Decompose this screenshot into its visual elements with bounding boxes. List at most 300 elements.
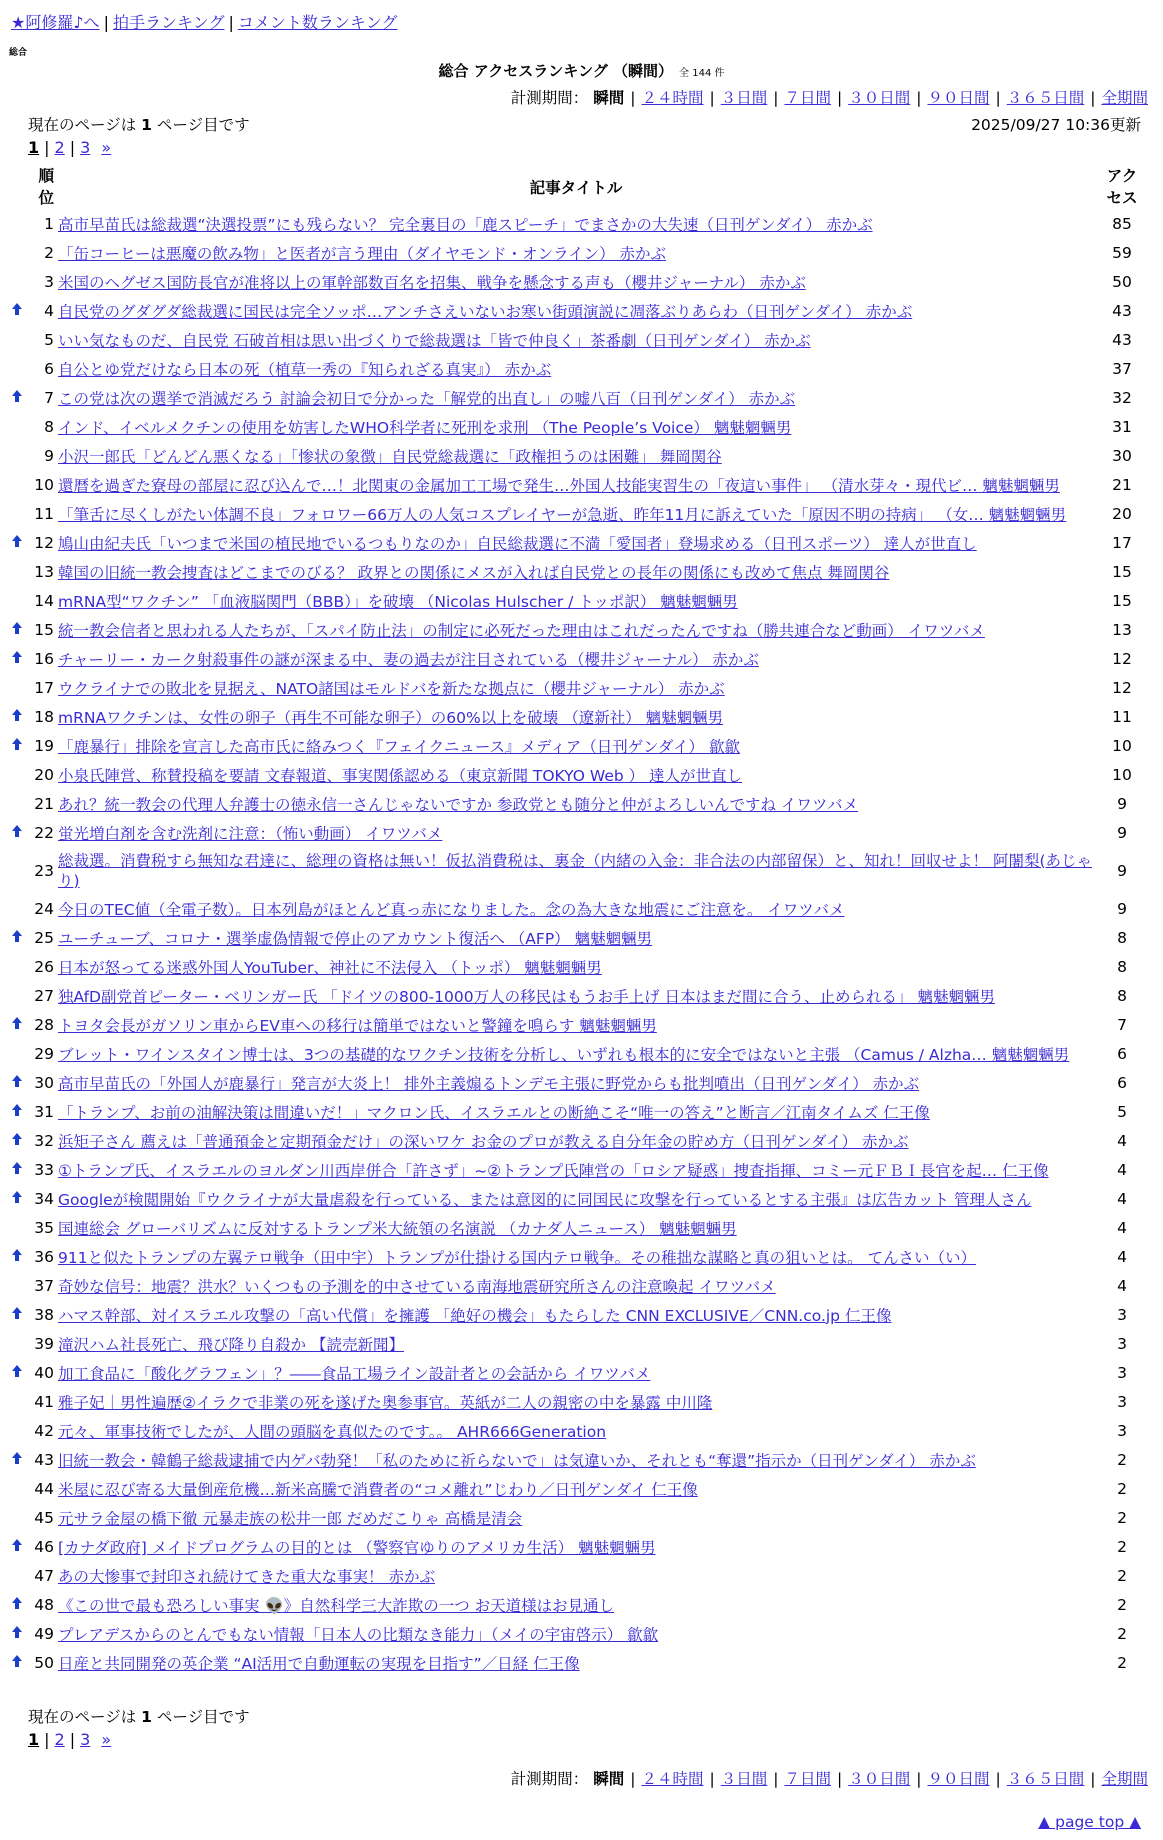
article-link[interactable]: ①トランプ氏、イスラエルのヨルダン川西岸併合「許さず」~②トランプ氏陣営の「ロシア疑惑」捜査指揮、コミー元ＦＢＩ長官を起… 仁王像: [58, 1161, 1049, 1180]
article-link[interactable]: 加工食品に「酸化グラフェン」？――食品工場ライン設計者との会話から イワツバメ: [58, 1364, 651, 1383]
total-count: 全 144 件: [679, 68, 725, 79]
rank-number: 45: [34, 1508, 55, 1527]
rank-change: [10, 923, 28, 952]
col-rank-label: 順 位: [38, 167, 55, 207]
rank-number: 25: [34, 928, 55, 947]
page-info-bottom: 現在のページは 1 ページ目です: [28, 1708, 250, 1726]
article-title-cell: [58, 818, 1094, 847]
up-arrow-icon: [10, 824, 24, 842]
article-link[interactable]: 滝沢ハム社長死亡、飛び降り自殺か 【読売新聞】: [58, 1335, 404, 1354]
table-row: [10, 1474, 1150, 1503]
up-arrow-icon: [10, 1451, 24, 1469]
article-title-cell: [58, 1184, 1094, 1213]
table-row: [10, 383, 1150, 412]
article-title-cell: [58, 702, 1094, 731]
up-arrow-icon: [10, 1016, 24, 1034]
period-selector-top: 計測期間： 瞬間 | ２４時間 | ３日間 | ７日間 | ３０日間 | ９０日間 | ３６５日間 | 全期間: [510, 89, 1148, 107]
article-link[interactable]: 米国のヘグゼス国防長官が准将以上の軍幹部数百名を招集、戦争を懸念する声も（櫻井ジャーナル） 赤かぶ: [58, 273, 806, 292]
rank-change: [10, 894, 28, 923]
up-arrow-icon: [10, 1190, 24, 1208]
article-link[interactable]: 高市早苗氏の「外国人が鹿暴行」発言が大炎上！ 排外主義煽るトンデモ主張に野党からも批判噴出（日刊ゲンダイ） 赤かぶ: [58, 1074, 920, 1093]
table-row: [10, 1619, 1150, 1648]
access-count: 8: [1117, 957, 1127, 976]
col-access-header: [1094, 165, 1150, 209]
table-row: [10, 557, 1150, 586]
table-row: [10, 209, 1150, 238]
access-count: 30: [1112, 446, 1132, 465]
rank-number: 18: [34, 707, 55, 726]
rank-change: [10, 1155, 28, 1184]
rank-change: [10, 702, 28, 731]
rank-number: 19: [34, 736, 55, 755]
rank-change: [10, 325, 28, 354]
access-count: 2: [1117, 1537, 1127, 1556]
table-row: [10, 702, 1150, 731]
access-count: 6: [1117, 1044, 1127, 1063]
rank-number: 2: [44, 243, 55, 262]
article-title-cell: [58, 894, 1094, 923]
rank-number: 24: [34, 899, 55, 918]
rank-change: [10, 557, 28, 586]
table-row: [10, 1097, 1150, 1126]
rank-change: [10, 818, 28, 847]
table-row: [10, 847, 1150, 894]
rank-number: 12: [34, 533, 55, 552]
access-count: 4: [1117, 1247, 1127, 1266]
article-link[interactable]: 「鹿暴行」排除を宣言した高市氏に絡みつく『フェイクニュース』メディア（日刊ゲンダイ） 歙歙: [58, 737, 740, 756]
pager-page-3-bottom[interactable]: 3: [80, 1730, 91, 1749]
comment-ranking-link[interactable]: コメント数ランキング: [237, 13, 398, 32]
rank-change: [10, 1126, 28, 1155]
rank-number: 36: [34, 1247, 55, 1266]
table-row: [10, 644, 1150, 673]
up-arrow-icon: [10, 389, 24, 407]
rank-number: 41: [34, 1392, 55, 1411]
rank-change: [10, 1010, 28, 1039]
access-count: 3: [1117, 1334, 1127, 1353]
pager-current-top: 1: [28, 138, 40, 157]
article-link[interactable]: プレアデスからのとんでもない情報「日本人の比類なき能力」（メイの宇宙啓示） 歙歙: [58, 1625, 659, 1644]
rank-change: [10, 644, 28, 673]
col-rank-header: [10, 165, 58, 209]
table-row: [10, 673, 1150, 702]
table-row: [10, 1068, 1150, 1097]
rank-change: [10, 296, 28, 325]
article-link[interactable]: いい気なものだ、自民党 石破首相は思い出づくりで総裁選は「皆で仲良く」茶番劇（日刊ゲンダイ） 赤かぶ: [58, 331, 811, 350]
rank-number: 40: [34, 1363, 55, 1382]
table-row: [10, 1503, 1150, 1532]
rank-change: [10, 847, 28, 894]
article-title-cell: [58, 789, 1094, 818]
pager-top: 1 | 2 | 3 »: [28, 138, 112, 157]
article-link[interactable]: 総裁選。消費税すら無知な君達に、総理の資格は無い！仮払消費税は、裏金（内緒の入金：非合法の内部留保）と、知れ！回収せよ！ 阿闍梨(あじゃり): [58, 851, 1092, 890]
article-link[interactable]: 米屋に忍び寄る大量倒産危機…新米高騰で消費者の“コメ離れ”じわり／日刊ゲンダイ 仁王像: [58, 1480, 698, 1499]
access-count: 2: [1117, 1566, 1127, 1585]
article-title-cell: [58, 847, 1094, 894]
period-option-6-top[interactable]: 全期間: [1101, 89, 1148, 107]
period-option-0-top[interactable]: ２４時間: [641, 89, 704, 107]
access-count: 4: [1117, 1276, 1127, 1295]
rank-number: 48: [34, 1595, 55, 1614]
rank-number: 30: [34, 1073, 55, 1092]
table-row: [10, 789, 1150, 818]
article-title-cell: [58, 383, 1094, 412]
rank-change: [10, 981, 28, 1010]
rank-number: 22: [34, 823, 55, 842]
period-label: 計測期間：: [510, 89, 589, 107]
rank-number: 32: [34, 1131, 55, 1150]
col-title-header: 記事タイトル: [529, 179, 623, 197]
rank-change: [10, 731, 28, 760]
period-option-4-top[interactable]: ９０日間: [927, 89, 990, 107]
rank-number: 34: [34, 1189, 55, 1208]
rank-change: [10, 1416, 28, 1445]
access-count: 9: [1117, 899, 1127, 918]
rank-change: [10, 1503, 28, 1532]
article-link[interactable]: 911と似たトランプの左翼テロ戦争（田中宇）トランプが仕掛ける国内テロ戦争。その稚拙な謀略と真の狙いとは。 てんさい（い）: [58, 1248, 977, 1267]
article-link[interactable]: Googleが検閲開始『ウクライナが大量虐殺を行っている、または意図的に同国民に攻撃を行っているとする主張』は広告カット 管理人さん: [58, 1190, 1032, 1209]
article-title-cell: [58, 952, 1094, 981]
rank-number: 47: [34, 1566, 55, 1585]
access-count: 13: [1112, 620, 1132, 639]
article-link[interactable]: 旧統一教会・韓鶴子総裁逮捕で内ゲバ勃発！「私のために祈らないで」は気違いか、それとも“奪還”指示か（日刊ゲンダイ） 赤かぶ: [58, 1451, 976, 1470]
article-link[interactable]: ウクライナでの敗北を見据え、NATO諸国はモルドバを新たな拠点に（櫻井ジャーナル） 赤かぶ: [58, 679, 725, 698]
rank-number: 49: [34, 1624, 55, 1643]
rank-change: [10, 1097, 28, 1126]
table-row: [10, 1329, 1150, 1358]
rank-change: [10, 1532, 28, 1561]
access-count: 3: [1117, 1392, 1127, 1411]
home-link[interactable]: ★阿修羅♪へ: [11, 13, 100, 32]
page-top: [1038, 1813, 1141, 1831]
article-link[interactable]: 元々、軍事技術でしたが、人間の頭脳を真似たのです。。 AHR666Generation: [58, 1422, 607, 1441]
rank-change: [10, 760, 28, 789]
article-link[interactable]: 今日のTEC値（全電子数）。日本列島がほとんど真っ赤になりました。念の為大きな地震にご注意を。 イワツバメ: [58, 900, 845, 919]
table-row: [10, 528, 1150, 557]
access-count: 50: [1112, 272, 1132, 291]
article-title-cell: [58, 981, 1094, 1010]
access-count: 2: [1117, 1479, 1127, 1498]
article-link[interactable]: 雅子妃｜男性遍歴②イラクで非業の死を遂げた奥参事官。英紙が二人の親密の中を暴露 中川隆: [58, 1393, 713, 1412]
article-link[interactable]: 独AfD副党首ピーター・ベリンガー氏 「ドイツの800-1000万人の移民はもうお手上げ 日本はまだ間に合う、止められる」 魑魅魍魎男: [58, 987, 995, 1006]
access-count: 9: [1117, 861, 1127, 880]
article-link[interactable]: mRNAワクチンは、女性の卵子（再生不可能な卵子）の60%以上を破壊 （遼新社） 魑魅魍魎男: [58, 708, 724, 727]
article-link[interactable]: 高市早苗氏は総裁選“決選投票”にも残らない？ 完全裏目の「鹿スピーチ」でまさかの大失速（日刊ゲンダイ） 赤かぶ: [58, 215, 873, 234]
article-link[interactable]: あの大惨事で封印され続けてきた重大な事実！ 赤かぶ: [58, 1567, 435, 1586]
table-row: [10, 615, 1150, 644]
ranking-title: 総合 アクセスランキング （瞬間）: [438, 62, 674, 80]
article-title-cell: [58, 1155, 1094, 1184]
rank-number: 29: [34, 1044, 55, 1063]
article-title-cell: [58, 470, 1094, 499]
article-title-cell: [58, 238, 1094, 267]
table-row: [10, 1242, 1150, 1271]
rank-change: [10, 1329, 28, 1358]
article-link[interactable]: 「トランプ、お前の油解決策は間違いだ！」マクロン氏、イスラエルとの断絶こそ“唯一の答え”と断言／江南タイムズ 仁王像: [58, 1103, 930, 1122]
rank-change: [10, 1561, 28, 1590]
period-label: 計測期間：: [510, 1770, 589, 1788]
article-title-cell: [58, 1039, 1094, 1068]
access-count: 10: [1112, 765, 1132, 784]
rank-number: 15: [34, 620, 55, 639]
up-arrow-icon: [10, 1248, 24, 1266]
table-row: [10, 1271, 1150, 1300]
article-link[interactable]: 奇妙な信号：地震？洪水？いくつもの予測を的中させている南海地震研究所さんの注意喚起 イワツバメ: [58, 1277, 776, 1296]
article-title-cell: [58, 1445, 1094, 1474]
access-count: 5: [1117, 1102, 1127, 1121]
period-option-0-bottom[interactable]: ２４時間: [641, 1770, 704, 1788]
table-row: [10, 1416, 1150, 1445]
article-link[interactable]: 日産と共同開発の英企業 “AI活用で自動運転の実現を目指す”／日経 仁王像: [58, 1654, 580, 1673]
access-count: 2: [1117, 1508, 1127, 1527]
up-arrow-icon: [10, 929, 24, 947]
up-arrow-icon: [10, 650, 24, 668]
article-title-cell: [58, 557, 1094, 586]
article-title-cell: [58, 1532, 1094, 1561]
article-title-cell: [58, 528, 1094, 557]
period-option-3-bottom[interactable]: ３０日間: [848, 1770, 911, 1788]
rank-number: 31: [34, 1102, 55, 1121]
table-row: [10, 894, 1150, 923]
article-link[interactable]: 還暦を過ぎた寮母の部屋に忍び込んで…！北関東の金属加工工場で発生…外国人技能実習生の「夜這い事件」 （清水芽々・現代ビ… 魑魅魍魎男: [58, 476, 1060, 495]
article-link[interactable]: 元サラ金屋の橋下徹 元暴走族の松井一郎 だめだこりゃ 高橋是清会: [58, 1509, 523, 1528]
page-title: [0, 60, 1163, 81]
article-link[interactable]: インド、イベルメクチンの使用を妨害したWHO科学者に死刑を求刑 （The People’s Voice） 魑魅魍魎男: [58, 418, 792, 437]
updated-time: 2025/09/27 10:36更新: [971, 116, 1141, 134]
rank-number: 43: [34, 1450, 55, 1469]
table-row: [10, 325, 1150, 354]
period-option-4-bottom[interactable]: ９０日間: [927, 1770, 990, 1788]
period-option-2-bottom[interactable]: ７日間: [784, 1770, 831, 1788]
rank-number: 7: [44, 388, 55, 407]
access-count: 43: [1112, 301, 1132, 320]
article-link[interactable]: 浜矩子さん 薦えは「普通預金と定期預金だけ」の深いワケ お金のプロが教える自分年金の貯め方（日刊ゲンダイ） 赤かぶ: [58, 1132, 909, 1151]
up-arrow-icon: [10, 1132, 24, 1150]
table-row: [10, 1010, 1150, 1039]
table-row: [10, 267, 1150, 296]
rank-number: 39: [34, 1334, 55, 1353]
article-link[interactable]: [カナダ政府] メイドプログラムの目的とは （警察官ゆりのアメリカ生活） 魑魅魍魎男: [58, 1538, 656, 1557]
table-row: [10, 1445, 1150, 1474]
article-link[interactable]: 蛍光増白剤を含む洗剤に注意：（怖い動画） イワツバメ: [58, 824, 443, 843]
article-title-cell: [58, 1503, 1094, 1532]
clap-ranking-link[interactable]: 拍手ランキング: [112, 13, 225, 32]
rank-number: 20: [34, 765, 55, 784]
article-title-cell: [58, 499, 1094, 528]
article-title-cell: [58, 673, 1094, 702]
article-link[interactable]: チャーリー・カーク射殺事件の謎が深まる中、妻の過去が注目されている（櫻井ジャーナル） 赤かぶ: [58, 650, 759, 669]
article-title-cell: [58, 325, 1094, 354]
rank-change: [10, 354, 28, 383]
access-count: 43: [1112, 330, 1132, 349]
access-count: 2: [1117, 1450, 1127, 1469]
article-link[interactable]: ハマス幹部、対イスラエル攻撃の「高い代償」を擁護 「絶好の機会」もたらした CNN EXCLUSIVE／CNN.co.jp 仁王像: [58, 1306, 892, 1325]
table-row: [10, 1648, 1150, 1677]
page-top-link[interactable]: ▲ page top ▲: [1038, 1813, 1141, 1831]
rank-number: 27: [34, 986, 55, 1005]
table-row: [10, 1358, 1150, 1387]
pager-bottom: 1 | 2 | 3 »: [28, 1730, 112, 1749]
rank-change: [10, 1300, 28, 1329]
period-option-5-bottom[interactable]: ３６５日間: [1006, 1770, 1085, 1788]
article-link[interactable]: 韓国の旧統一教会捜査はどこまでのびる？ 政界との関係にメスが入れば自民党との長年の関係にも改めて焦点 舞岡関谷: [58, 563, 890, 582]
rank-change: [10, 209, 28, 238]
article-title-cell: [58, 412, 1094, 441]
article-title-cell: [58, 1590, 1094, 1619]
article-link[interactable]: mRNA型“ワクチン” 「血液脳関門（BBB）」を破壊 （Nicolas Hulscher / トッポ訳） 魑魅魍魎男: [58, 592, 738, 611]
up-arrow-icon: [10, 1306, 24, 1324]
table-row: [10, 923, 1150, 952]
access-count: 32: [1112, 388, 1132, 407]
article-link[interactable]: あれ？統一教会の代理人弁護士の徳永信一さんじゃないですか 参政党とも随分と仲がよろしいんですね イワツバメ: [58, 795, 859, 814]
category-label: 総合: [9, 48, 28, 58]
article-link[interactable]: 自民党のグダグダ総裁選に国民は完全ソッポ…アンチさえいないお寒い街頭演説に凋落ぶりあらわ（日刊ゲンダイ） 赤かぶ: [58, 302, 913, 321]
rank-change: [10, 1358, 28, 1387]
rank-number: 44: [34, 1479, 55, 1498]
rank-change: [10, 1271, 28, 1300]
table-row: [10, 1213, 1150, 1242]
article-link[interactable]: ブレット・ワインスタイン博士は、3つの基礎的なワクチン技術を分析し、いずれも根本的に安全ではないと主張 （Camus / Alzha… 魑魅魍魎男: [58, 1045, 1070, 1064]
up-arrow-icon: [10, 1538, 24, 1556]
access-count: 15: [1112, 562, 1132, 581]
up-arrow-icon: [10, 534, 24, 552]
rank-number: 10: [34, 475, 55, 494]
article-link[interactable]: 小沢一郎氏「どんどん悪くなる」「惨状の象徴」自民党総裁選に「政権担うのは困難」 舞岡関谷: [58, 447, 722, 466]
rank-change: [10, 470, 28, 499]
table-row: [10, 1039, 1150, 1068]
rank-number: 35: [34, 1218, 55, 1237]
article-link[interactable]: この党は次の選挙で消滅だろう 討論会初日で分かった「解党的出直し」の嘘八百（日刊ゲンダイ） 赤かぶ: [58, 389, 796, 408]
period-option-6-bottom[interactable]: 全期間: [1101, 1770, 1148, 1788]
rank-change: [10, 528, 28, 557]
period-current-bottom: 瞬間: [593, 1770, 625, 1788]
pager-next-top[interactable]: »: [101, 138, 112, 157]
article-link[interactable]: ユーチューブ、コロナ・選挙虚偽情報で停止のアカウント復活へ （AFP） 魑魅魍魎男: [58, 929, 653, 948]
table-row: [10, 952, 1150, 981]
rank-number: 50: [34, 1653, 55, 1672]
article-link[interactable]: 国連総会 グローバリズムに反対するトランプ米大統領の名演説 （カナダ人ニュース） 魑魅魍魎男: [58, 1219, 737, 1238]
article-title-cell: [58, 615, 1094, 644]
rank-number: 16: [34, 649, 55, 668]
up-arrow-icon: [10, 1103, 24, 1121]
period-option-2-top[interactable]: ７日間: [784, 89, 831, 107]
pager-page-2-top[interactable]: 2: [54, 138, 65, 157]
access-count: 8: [1117, 986, 1127, 1005]
up-arrow-icon: [10, 1074, 24, 1092]
up-arrow-icon: [10, 1654, 24, 1672]
article-link[interactable]: 《この世で最も恐ろしい事実 👽》自然科学三大詐欺の一つ お天道様はお見通し: [58, 1596, 615, 1615]
article-title-cell: [58, 1561, 1094, 1590]
table-row: [10, 412, 1150, 441]
col-access-label: アク セス: [1106, 167, 1138, 207]
rank-number: 9: [44, 446, 55, 465]
pager-next-bottom[interactable]: »: [101, 1730, 112, 1749]
up-arrow-icon: [10, 1625, 24, 1643]
rank-number: 23: [34, 861, 55, 880]
article-title-cell: [58, 923, 1094, 952]
access-count: 21: [1112, 475, 1132, 494]
article-link[interactable]: 「缶コーヒーは悪魔の飲み物」と医者が言う理由（ダイヤモンド・オンライン） 赤かぶ: [58, 244, 667, 263]
ranking-table: [10, 165, 1150, 1677]
up-arrow-icon: [10, 708, 24, 726]
article-title-cell: [58, 209, 1094, 238]
access-count: 85: [1112, 214, 1132, 233]
rank-number: 14: [34, 591, 55, 610]
rank-change: [10, 1648, 28, 1677]
table-row: [10, 818, 1150, 847]
rank-number: 5: [44, 330, 55, 349]
access-count: 9: [1117, 823, 1127, 842]
rank-number: 42: [34, 1421, 55, 1440]
rank-change: [10, 441, 28, 470]
article-link[interactable]: 自公とゆ党だけなら日本の死（植草一秀の『知られざる真実』） 赤かぶ: [58, 360, 552, 379]
access-count: 4: [1117, 1189, 1127, 1208]
rank-number: 8: [44, 417, 55, 436]
rank-number: 38: [34, 1305, 55, 1324]
pager-page-2-bottom[interactable]: 2: [54, 1730, 65, 1749]
article-link[interactable]: 小泉氏陣営、称賛投稿を要請 文春報道、事実関係認める（東京新聞 TOKYO Web ） 達人が世直し: [58, 766, 743, 785]
access-count: 11: [1112, 707, 1132, 726]
table-row: [10, 470, 1150, 499]
access-count: 12: [1112, 649, 1132, 668]
period-option-3-top[interactable]: ３０日間: [848, 89, 911, 107]
access-count: 12: [1112, 678, 1132, 697]
access-count: 3: [1117, 1305, 1127, 1324]
article-title-cell: [58, 441, 1094, 470]
table-row: [10, 1590, 1150, 1619]
table-row: [10, 296, 1150, 325]
rank-change: [10, 952, 28, 981]
rank-number: 11: [34, 504, 55, 523]
table-row: [10, 1126, 1150, 1155]
table-row: [10, 981, 1150, 1010]
access-count: 59: [1112, 243, 1132, 262]
article-title-cell: [58, 1097, 1094, 1126]
rank-change: [10, 1619, 28, 1648]
rank-change: [10, 1445, 28, 1474]
article-title-cell: [58, 644, 1094, 673]
article-link[interactable]: 鳩山由紀夫氏「いつまで米国の植民地でいるつもりなのか」自民総裁選に不満「愛国者」登場求める（日刊スポーツ） 達人が世直し: [58, 534, 977, 553]
article-title-cell: [58, 267, 1094, 296]
access-count: 4: [1117, 1218, 1127, 1237]
access-count: 8: [1117, 928, 1127, 947]
period-option-1-top[interactable]: ３日間: [720, 89, 768, 107]
rank-number: 46: [34, 1537, 55, 1556]
access-count: 4: [1117, 1160, 1127, 1179]
article-title-cell: [58, 586, 1094, 615]
access-count: 31: [1112, 417, 1132, 436]
table-row: [10, 1155, 1150, 1184]
rank-number: 13: [34, 562, 55, 581]
access-count: 3: [1117, 1421, 1127, 1440]
pager-page-3-top[interactable]: 3: [80, 138, 91, 157]
article-title-cell: [58, 1358, 1094, 1387]
article-title-cell: [58, 1010, 1094, 1039]
period-option-5-top[interactable]: ３６５日間: [1006, 89, 1085, 107]
article-title-cell: [58, 1213, 1094, 1242]
article-link[interactable]: 日本が怒ってる迷惑外国人YouTuber、神社に不法侵入 （トッポ） 魑魅魍魎男: [58, 958, 602, 977]
article-title-cell: [58, 1619, 1094, 1648]
rank-number: 21: [34, 794, 55, 813]
article-link[interactable]: 「筆舌に尽くしがたい体調不良」フォロワー66万人の人気コスプレイヤーが急逝、昨年11月に訴えていた「原因不明の持病」 （女… 魑魅魍魎男: [58, 505, 1067, 524]
access-count: 17: [1112, 533, 1132, 552]
article-link[interactable]: 統一教会信者と思われる人たちが、「スパイ防止法」の制定に必死だった理由はこれだったんですね（勝共連合など動画） イワツバメ: [58, 621, 985, 640]
period-option-1-bottom[interactable]: ３日間: [720, 1770, 768, 1788]
article-link[interactable]: トヨタ会長がガソリン車からEV車への移行は簡単ではないと警鐘を鳴らす 魑魅魍魎男: [58, 1016, 657, 1035]
period-selector-bottom: 計測期間： 瞬間 | ２４時間 | ３日間 | ７日間 | ３０日間 | ９０日間 | ３６５日間 | 全期間: [510, 1770, 1148, 1788]
table-row: [10, 1300, 1150, 1329]
article-title-cell: [58, 354, 1094, 383]
